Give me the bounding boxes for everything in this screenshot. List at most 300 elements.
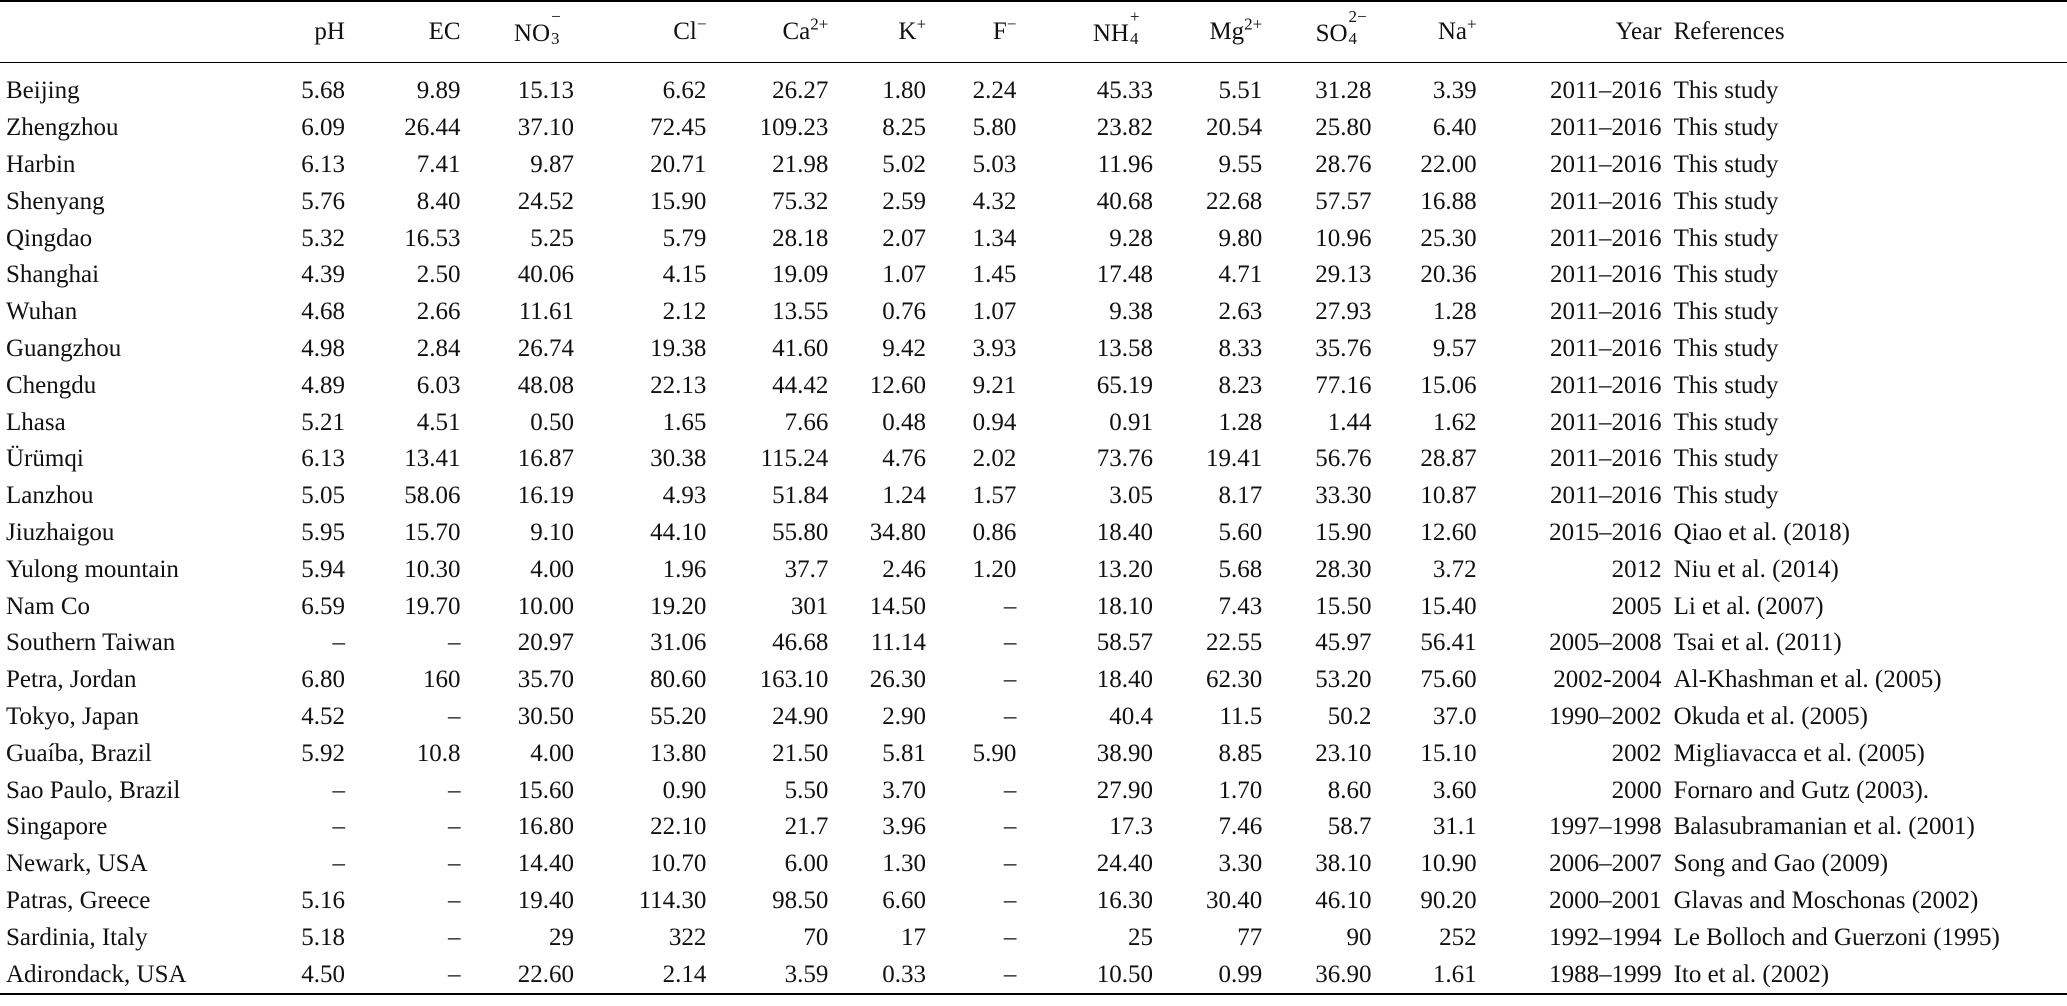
value-cell: 73.76 (1096, 445, 1153, 473)
column-header (1483, 1, 1668, 63)
year-cell: 1997–1998 (1549, 813, 1662, 841)
value-cell: 41.60 (772, 334, 829, 362)
value-cell: 0.50 (530, 408, 575, 436)
column-header-label: F (992, 18, 1007, 45)
value-cell: 28.30 (1315, 555, 1372, 583)
site-name-cell: Qingdao (6, 224, 93, 252)
year-cell: 2002-2004 (1553, 666, 1662, 694)
value-cell: 1.96 (662, 555, 707, 583)
value-cell: 0.48 (882, 408, 927, 436)
reference-cell: This study (1673, 334, 1779, 362)
value-cell: 160 (423, 666, 461, 694)
site-name-cell: Lhasa (6, 408, 66, 436)
ion-charge-stack (1348, 7, 1372, 48)
value-cell: 10.8 (416, 739, 461, 767)
value-cell: – (1003, 923, 1017, 951)
column-header (275, 1, 351, 63)
value-cell: 17.48 (1096, 261, 1153, 289)
value-cell: 19.70 (404, 592, 461, 620)
value-cell: 15.06 (1420, 371, 1477, 399)
value-cell: 11.96 (1097, 150, 1153, 178)
value-cell: 23.10 (1315, 739, 1372, 767)
value-cell: 17.3 (1109, 813, 1153, 841)
table-row (0, 919, 2067, 956)
value-cell: 4.51 (416, 408, 461, 436)
value-cell: – (1003, 813, 1017, 841)
value-cell: 3.93 (972, 334, 1017, 362)
value-cell: – (448, 702, 461, 730)
reference-cell: Song and Gao (2009) (1673, 850, 1889, 878)
table-row (0, 883, 2067, 920)
value-cell: 9.21 (972, 371, 1017, 399)
value-cell: 22.13 (650, 371, 707, 399)
table-row (0, 220, 2067, 257)
value-cell: 2.24 (972, 77, 1017, 105)
reference-cell: Le Bolloch and Guerzoni (1995) (1673, 923, 2000, 951)
value-cell: 7.43 (1218, 592, 1263, 620)
value-cell: 38.90 (1096, 739, 1153, 767)
value-cell: – (448, 776, 461, 804)
value-cell: 28.87 (1420, 445, 1477, 473)
value-cell: 15.13 (517, 77, 575, 105)
value-cell: 19.20 (650, 592, 707, 620)
value-cell: – (1003, 886, 1017, 914)
value-cell: 1.61 (1432, 960, 1477, 988)
year-cell: 2015–2016 (1549, 518, 1662, 546)
column-header (1378, 1, 1483, 63)
value-cell: 5.80 (972, 114, 1017, 142)
site-name-cell: Beijing (6, 77, 80, 105)
value-cell: 9.38 (1109, 298, 1153, 326)
site-name-cell: Sao Paulo, Brazil (6, 776, 181, 804)
value-cell: 7.46 (1218, 813, 1263, 841)
value-cell: 30.40 (1206, 886, 1263, 914)
value-cell: 28.18 (772, 224, 829, 252)
year-cell: 1992–1994 (1549, 923, 1662, 951)
reference-cell: This study (1673, 261, 1779, 289)
value-cell: 1.07 (972, 298, 1017, 326)
value-cell: 19.09 (772, 261, 829, 289)
value-cell: 2.02 (972, 445, 1017, 473)
value-cell: 45.97 (1315, 629, 1372, 657)
value-cell: 53.20 (1315, 666, 1372, 694)
column-header-label: NH (1092, 20, 1129, 47)
value-cell: 25.80 (1315, 114, 1372, 142)
ion-charge: 2+ (810, 14, 829, 34)
value-cell: 90.20 (1420, 886, 1477, 914)
column-header-label: Na (1437, 18, 1468, 45)
column-header-label: Year (1615, 18, 1662, 45)
table-row (0, 478, 2067, 515)
ion-charge: 2− (1348, 7, 1367, 26)
value-cell: 5.94 (301, 555, 345, 583)
value-cell: 7.66 (784, 408, 829, 436)
column-header (932, 1, 1022, 63)
ion-charge: − (1006, 14, 1017, 34)
site-name-cell: Adirondack, USA (6, 960, 187, 988)
value-cell: 4.71 (1218, 261, 1263, 289)
site-name-cell: Petra, Jordan (6, 666, 137, 694)
reference-cell: This study (1673, 224, 1779, 252)
value-cell: 4.76 (882, 445, 927, 473)
value-cell: 6.13 (301, 150, 345, 178)
column-header (712, 1, 834, 63)
site-name-cell: Nam Co (6, 592, 91, 620)
value-cell: 80.60 (650, 666, 707, 694)
table-row (0, 183, 2067, 220)
value-cell: 163.10 (759, 666, 829, 694)
value-cell: 5.18 (301, 923, 345, 951)
value-cell: 31.28 (1315, 77, 1372, 105)
reference-cell: Al-Khashman et al. (2005) (1673, 666, 1942, 694)
value-cell: 5.50 (784, 776, 829, 804)
reference-cell: Okuda et al. (2005) (1673, 702, 1868, 730)
value-cell: 15.10 (1420, 739, 1477, 767)
value-cell: 11.5 (1219, 702, 1263, 730)
value-cell: – (1003, 776, 1017, 804)
value-cell: 1.07 (882, 261, 927, 289)
column-header-label: Mg (1209, 18, 1245, 45)
table-row (0, 625, 2067, 662)
value-cell: 26.30 (869, 666, 927, 694)
site-name-cell: Guangzhou (6, 334, 122, 362)
value-cell: 9.42 (882, 334, 927, 362)
year-cell: 2011–2016 (1549, 445, 1662, 473)
value-cell: 20.97 (517, 629, 575, 657)
value-cell: 15.90 (650, 187, 707, 215)
site-name-cell: Yulong mountain (6, 555, 179, 583)
value-cell: 38.10 (1315, 850, 1372, 878)
table-row (0, 257, 2067, 294)
value-cell: – (1003, 850, 1017, 878)
value-cell: 1.70 (1218, 776, 1263, 804)
value-cell: 48.08 (517, 371, 575, 399)
value-cell: 5.90 (972, 739, 1017, 767)
value-cell: 5.68 (301, 77, 345, 105)
value-cell: 322 (668, 923, 707, 951)
value-cell: 6.13 (301, 445, 345, 473)
value-cell: 20.71 (650, 150, 707, 178)
value-cell: 10.70 (650, 850, 707, 878)
value-cell: 6.59 (301, 592, 345, 620)
value-cell: – (1003, 960, 1017, 988)
value-cell: 22.10 (650, 813, 707, 841)
value-cell: 24.52 (517, 187, 575, 215)
value-cell: 37.0 (1432, 702, 1477, 730)
value-cell: 4.32 (972, 187, 1017, 215)
value-cell: 22.68 (1206, 187, 1263, 215)
value-cell: 14.40 (517, 850, 575, 878)
value-cell: – (332, 776, 345, 804)
value-cell: 35.76 (1315, 334, 1372, 362)
value-cell: 9.28 (1109, 224, 1153, 252)
value-cell: 29 (549, 923, 575, 951)
value-cell: 5.03 (972, 150, 1017, 178)
reference-cell: Migliavacca et al. (2005) (1673, 739, 1925, 767)
value-cell: 26.44 (404, 114, 461, 142)
column-header (580, 1, 712, 63)
column-header (1668, 1, 2067, 63)
value-cell: 5.68 (1218, 555, 1263, 583)
column-header (467, 1, 580, 63)
value-cell: 1.80 (882, 77, 927, 105)
value-cell: 1.62 (1432, 408, 1477, 436)
value-cell: 5.79 (662, 224, 707, 252)
value-cell: 3.70 (882, 776, 927, 804)
year-cell: 2011–2016 (1549, 298, 1662, 326)
value-cell: 11.14 (870, 629, 927, 657)
reference-cell: Niu et al. (2014) (1673, 555, 1839, 583)
value-cell: 4.89 (301, 371, 345, 399)
value-cell: 3.72 (1432, 555, 1477, 583)
table-row (0, 809, 2067, 846)
value-cell: 2.46 (882, 555, 927, 583)
value-cell: 9.57 (1432, 334, 1477, 362)
value-cell: 28.76 (1315, 150, 1372, 178)
table-body (0, 63, 2067, 994)
site-name-cell: Sardinia, Italy (6, 923, 148, 951)
value-cell: 27.90 (1096, 776, 1153, 804)
value-cell: 31.06 (650, 629, 707, 657)
value-cell: 11.61 (518, 298, 575, 326)
value-cell: 98.50 (772, 886, 829, 914)
value-cell: 3.59 (784, 960, 829, 988)
value-cell: 37.7 (784, 555, 829, 583)
value-cell: 15.90 (1315, 518, 1372, 546)
value-cell: 1.45 (972, 261, 1017, 289)
year-cell: 2005–2008 (1549, 629, 1662, 657)
value-cell: 0.76 (882, 298, 927, 326)
value-cell: 6.80 (301, 666, 345, 694)
year-cell: 1990–2002 (1549, 702, 1662, 730)
value-cell: 7.41 (416, 150, 461, 178)
value-cell: 0.99 (1218, 960, 1263, 988)
value-cell: 14.50 (869, 592, 927, 620)
year-cell: 2002 (1611, 739, 1662, 767)
value-cell: 20.54 (1206, 114, 1263, 142)
reference-cell: This study (1673, 150, 1779, 178)
value-cell: 5.05 (301, 482, 345, 510)
value-cell: 22.55 (1206, 629, 1263, 657)
value-cell: 30.50 (517, 702, 575, 730)
value-cell: 58.7 (1327, 813, 1372, 841)
year-cell: 2011–2016 (1549, 77, 1662, 105)
value-cell: 13.20 (1096, 555, 1153, 583)
value-cell: 8.60 (1327, 776, 1372, 804)
value-cell: – (448, 886, 461, 914)
value-cell: – (1003, 666, 1017, 694)
value-cell: 46.68 (772, 629, 829, 657)
site-name-cell: Tokyo, Japan (6, 702, 139, 730)
column-header-label: NO (513, 20, 551, 47)
year-cell: 2011–2016 (1549, 408, 1662, 436)
year-cell: 2011–2016 (1549, 187, 1662, 215)
table-row (0, 772, 2067, 809)
value-cell: 15.70 (404, 518, 461, 546)
value-cell: 8.33 (1218, 334, 1263, 362)
site-name-cell: Shanghai (6, 261, 100, 289)
column-header-label: Cl (673, 18, 697, 45)
value-cell: 4.68 (301, 298, 345, 326)
value-cell: 8.25 (882, 114, 927, 142)
value-cell: 6.09 (301, 114, 345, 142)
value-cell: 16.53 (404, 224, 461, 252)
value-cell: 2.14 (662, 960, 707, 988)
value-cell: 18.40 (1096, 518, 1153, 546)
value-cell: – (332, 629, 345, 657)
value-cell: 13.41 (404, 445, 461, 473)
column-header-label: EC (428, 18, 461, 45)
column-header (1159, 1, 1268, 63)
value-cell: 4.52 (301, 702, 345, 730)
value-cell: 5.21 (301, 408, 345, 436)
ion-charge: + (916, 14, 927, 34)
value-cell: 40.68 (1096, 187, 1153, 215)
year-cell: 2011–2016 (1549, 261, 1662, 289)
year-cell: 2011–2016 (1549, 224, 1662, 252)
value-cell: 5.92 (301, 739, 345, 767)
value-cell: 22.60 (517, 960, 575, 988)
reference-cell: Ito et al. (2002) (1673, 960, 1830, 988)
ion-charge: − (696, 14, 707, 34)
value-cell: 5.60 (1218, 518, 1263, 546)
value-cell: 9.87 (530, 150, 575, 178)
value-cell: 25 (1127, 923, 1153, 951)
value-cell: 9.89 (416, 77, 461, 105)
value-cell: 36.90 (1315, 960, 1372, 988)
column-header (1268, 1, 1377, 63)
site-name-cell: Newark, USA (6, 850, 148, 878)
value-cell: 6.03 (416, 371, 461, 399)
value-cell: 75.32 (772, 187, 829, 215)
value-cell: 5.32 (301, 224, 345, 252)
value-cell: 4.98 (301, 334, 345, 362)
value-cell: 21.98 (772, 150, 829, 178)
value-cell: 56.41 (1420, 629, 1477, 657)
value-cell: 1.65 (662, 408, 707, 436)
value-cell: 26.27 (772, 77, 829, 105)
reference-cell: This study (1673, 298, 1779, 326)
value-cell: 30.38 (650, 445, 707, 473)
column-header-label: References (1673, 18, 1785, 45)
value-cell: 252 (1439, 923, 1477, 951)
value-cell: – (448, 850, 461, 878)
year-cell: 2011–2016 (1549, 150, 1662, 178)
value-cell: 33.30 (1315, 482, 1372, 510)
value-cell: – (332, 813, 345, 841)
table-row (0, 956, 2067, 994)
value-cell: 19.40 (517, 886, 575, 914)
ion-charge: − (551, 7, 561, 26)
site-name-cell: Ürümqi (6, 445, 84, 473)
value-cell: 1.34 (972, 224, 1017, 252)
table-row (0, 63, 2067, 110)
reference-cell: This study (1673, 482, 1779, 510)
value-cell: 62.30 (1206, 666, 1263, 694)
value-cell: 55.20 (650, 702, 707, 730)
value-cell: – (448, 960, 461, 988)
value-cell: 2.63 (1218, 298, 1263, 326)
value-cell: 2.12 (662, 298, 707, 326)
value-cell: 3.39 (1432, 77, 1477, 105)
value-cell: 19.41 (1206, 445, 1263, 473)
value-cell: 4.39 (301, 261, 345, 289)
value-cell: 5.76 (301, 187, 345, 215)
value-cell: 8.85 (1218, 739, 1263, 767)
value-cell: 0.94 (972, 408, 1017, 436)
ion-charge-stack (1129, 7, 1153, 48)
site-name-cell: Singapore (6, 813, 108, 841)
year-cell: 2006–2007 (1549, 850, 1662, 878)
value-cell: 29.13 (1315, 261, 1372, 289)
value-cell: 50.2 (1327, 702, 1372, 730)
ion-charge: + (1467, 14, 1477, 34)
value-cell: 44.42 (772, 371, 829, 399)
value-cell: 58.06 (404, 482, 461, 510)
value-cell: 25.30 (1420, 224, 1477, 252)
value-cell: 55.80 (772, 518, 829, 546)
table-row (0, 404, 2067, 441)
value-cell: 13.80 (650, 739, 707, 767)
value-cell: 45.33 (1096, 77, 1153, 105)
value-cell: 0.86 (972, 518, 1017, 546)
table-row (0, 846, 2067, 883)
value-cell: 23.82 (1096, 114, 1153, 142)
table-row (0, 367, 2067, 404)
value-cell: 5.02 (882, 150, 927, 178)
value-cell: 4.15 (662, 261, 707, 289)
reference-cell: This study (1673, 445, 1779, 473)
year-cell: 2011–2016 (1549, 334, 1662, 362)
value-cell: 15.50 (1315, 592, 1372, 620)
value-cell: 24.90 (772, 702, 829, 730)
value-cell: 65.19 (1096, 371, 1153, 399)
year-cell: 2000 (1611, 776, 1662, 804)
reference-cell: This study (1673, 77, 1779, 105)
site-name-cell: Harbin (6, 150, 76, 178)
value-cell: 40.4 (1109, 702, 1153, 730)
value-cell: 10.87 (1420, 482, 1477, 510)
value-cell: 1.28 (1218, 408, 1263, 436)
value-cell: 2.90 (882, 702, 927, 730)
value-cell: 77 (1237, 923, 1263, 951)
value-cell: 20.36 (1420, 261, 1477, 289)
value-cell: 13.55 (772, 298, 829, 326)
ion-charge: 2+ (1244, 14, 1263, 34)
value-cell: 22.00 (1420, 150, 1477, 178)
site-name-cell: Guaíba, Brazil (6, 739, 152, 767)
value-cell: 26.74 (517, 334, 575, 362)
year-cell: 2012 (1611, 555, 1662, 583)
value-cell: 2.07 (882, 224, 927, 252)
value-cell: 10.30 (404, 555, 461, 583)
value-cell: 114.30 (638, 886, 707, 914)
reference-cell: Balasubramanian et al. (2001) (1673, 813, 1975, 841)
value-cell: 44.10 (650, 518, 707, 546)
value-cell: 21.7 (784, 813, 829, 841)
table-row (0, 441, 2067, 478)
value-cell: – (1003, 592, 1017, 620)
column-header-label: Ca (782, 18, 811, 45)
value-cell: 0.91 (1109, 408, 1153, 436)
reference-cell: Li et al. (2007) (1673, 592, 1824, 620)
value-cell: 3.05 (1109, 482, 1153, 510)
reference-cell: Fornaro and Gutz (2003). (1673, 776, 1930, 804)
reference-cell: Tsai et al. (2011) (1673, 629, 1842, 657)
value-cell: 9.55 (1218, 150, 1263, 178)
value-cell: 21.50 (772, 739, 829, 767)
value-cell: 4.50 (301, 960, 345, 988)
